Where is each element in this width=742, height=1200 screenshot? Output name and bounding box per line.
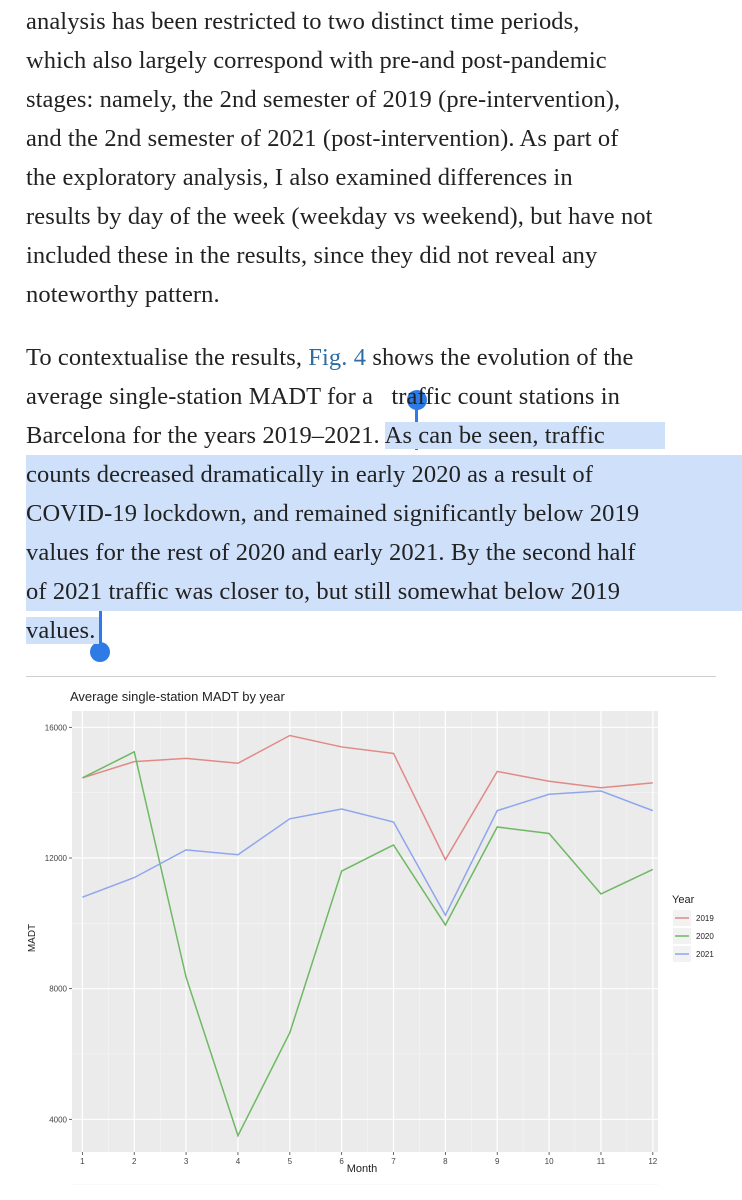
x-tick-label: 3 xyxy=(183,1157,189,1166)
text-span: To contextualise the results, xyxy=(26,344,309,371)
text-line: stages: namely, the 2nd semester of 2019 (pre-intervention), xyxy=(26,86,621,113)
paragraph-1 xyxy=(26,2,726,314)
plot-area xyxy=(45,711,658,1185)
text-line xyxy=(26,416,726,455)
figure-divider xyxy=(26,676,716,677)
selected-line[interactable] xyxy=(26,533,726,572)
paragraph-2[interactable] xyxy=(26,338,726,650)
chart-legend xyxy=(672,894,714,962)
x-tick-label: 5 xyxy=(287,1157,293,1166)
x-tick-label: 9 xyxy=(495,1157,500,1166)
text-line: which also largely correspond with pre-and post-pandemic xyxy=(26,47,607,74)
selected-line[interactable] xyxy=(26,572,726,611)
legend-label: 2021 xyxy=(696,950,714,959)
x-tick-label: 2 xyxy=(132,1157,137,1166)
x-tick-label: 6 xyxy=(339,1157,344,1166)
selected-text: of 2021 traffic was closer to, but still somewhat below 2019 xyxy=(26,578,621,605)
selected-text: values for the rest of 2020 and early 2021. By the second half xyxy=(26,539,636,566)
y-tick-label: 12000 xyxy=(44,854,67,863)
x-tick-label: 1 xyxy=(80,1157,85,1166)
legend-label: 2019 xyxy=(696,914,714,923)
madt-line-chart xyxy=(0,680,742,1200)
text-line: analysis has been restricted to two distinct time periods, xyxy=(26,8,580,35)
x-tick-label: 10 xyxy=(544,1157,554,1166)
text-line: results by day of the week (weekday vs weekend), but have not xyxy=(26,203,653,230)
text-line: and the 2nd semester of 2021 (post-intervention). As part of xyxy=(26,125,619,152)
selected-text[interactable]: As can be seen, traffic xyxy=(385,422,665,449)
text-span: Barcelona for the years 2019–2021. xyxy=(26,422,385,449)
text-span: average single-station MADT for a xyxy=(26,383,374,410)
x-tick-label: 12 xyxy=(648,1157,658,1166)
text-line xyxy=(26,338,726,377)
y-tick-label: 8000 xyxy=(49,984,67,994)
x-tick-label: 7 xyxy=(391,1157,396,1166)
selected-text: counts decreased dramatically in early 2020 as a result of xyxy=(26,461,594,488)
selected-line[interactable] xyxy=(26,611,726,650)
y-tick-label: 16000 xyxy=(44,723,67,733)
legend-label: 2020 xyxy=(696,932,714,941)
y-axis-label: MADT xyxy=(27,923,38,953)
selected-line[interactable] xyxy=(26,494,726,533)
text-line: included these in the results, since they did not reveal any xyxy=(26,242,598,269)
legend-title: Year xyxy=(672,894,695,906)
selected-text: values. xyxy=(26,617,99,644)
text-span: traffic count stations in xyxy=(385,383,620,410)
selected-line[interactable] xyxy=(26,455,726,494)
x-tick-label: 11 xyxy=(596,1157,606,1166)
x-tick-label: 4 xyxy=(235,1157,241,1166)
x-tick-label: 8 xyxy=(443,1157,448,1166)
text-line: noteworthy pattern. xyxy=(26,281,220,308)
selected-text: COVID-19 lockdown, and remained significantly below 2019 xyxy=(26,500,640,527)
figure-link[interactable]: Fig. 4 xyxy=(308,344,367,371)
text-span: shows the evolution of the xyxy=(366,344,634,371)
y-tick-label: 4000 xyxy=(49,1115,67,1125)
chart-title: Average single-station MADT by year xyxy=(70,689,285,704)
x-axis-label: Month xyxy=(346,1163,378,1175)
text-line: the exploratory analysis, I also examined differences in xyxy=(26,164,573,191)
text-line xyxy=(26,377,726,416)
